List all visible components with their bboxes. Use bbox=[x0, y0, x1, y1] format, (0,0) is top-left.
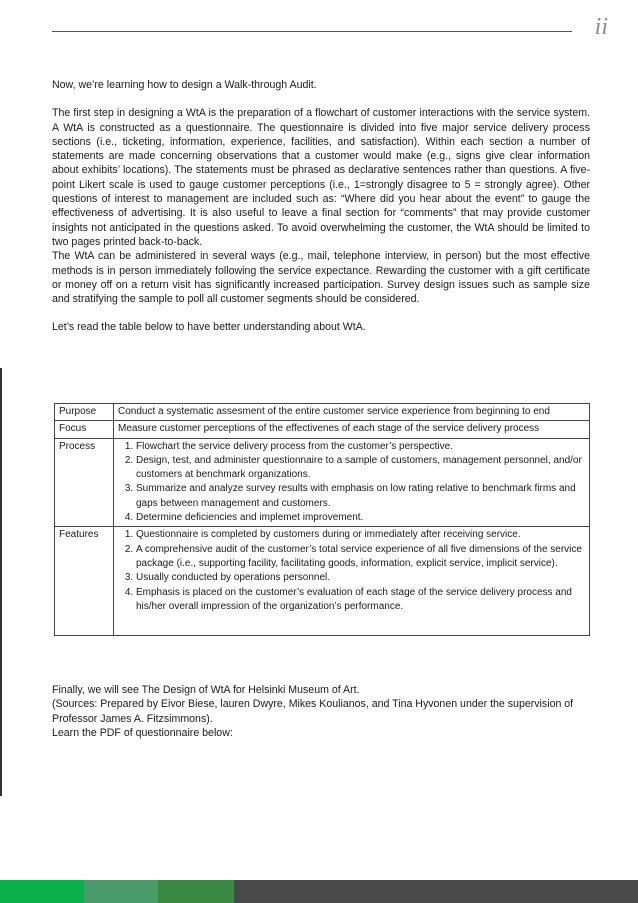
purpose-text: Conduct a systematic assesment of the entire customer service experience from beginning to end bbox=[114, 404, 590, 421]
body-text bbox=[52, 78, 590, 335]
list-item: 3. Usually conducted by operations personnel. bbox=[136, 571, 585, 585]
footer-bar-segment bbox=[0, 880, 84, 903]
features-cell bbox=[114, 527, 590, 636]
features-list bbox=[118, 528, 585, 614]
page-number: ii bbox=[594, 14, 608, 40]
header-rule bbox=[52, 31, 572, 32]
list-item: 2. A comprehensive audit of the customer’s total service experience of all five dimensions of the service package (i.e., supporting facility, facilitating goods, information, explicit service, implicit service). bbox=[136, 543, 585, 572]
footer-bar-segment bbox=[158, 880, 234, 903]
features-label: Features bbox=[55, 527, 114, 636]
footer-color-bar bbox=[0, 880, 638, 903]
paragraph-1: The first step in designing a WtA is the preparation of a flowchart of customer interactions with the service system. A WtA is constructed as a questionnaire. The questionnaire is divided into five major service delivery process sections (i.e., ticketing, information, experience, facilities, and satisfaction). Within each section a number of statements are made concerning observations that a customer would make (e.g., signs give clear information about exhibits’ locations). The statements must be phrased as declarative sentences rather than questions. A five-point Likert scale is used to gauge customer perceptions (i.e., 1=strongly disagree to 5 = strongly agree). Other questions of interest to management are included such as: “Where did you hear about the event” to gauge the effectiveness of advertising. It is also useful to leave a final section for “comments” that may provide customer insights not anticipated in the questions asked. To avoid overwhelming the customer, the WtA should be limited to two pages printed back-to-back. bbox=[52, 107, 590, 248]
list-item: 1. Flowchart the service delivery process from the customer’s perspective. bbox=[136, 440, 585, 454]
list-item: 1. Questionnaire is completed by customers during or immediately after receiving service. bbox=[136, 528, 585, 542]
closing-line-3: Learn the PDF of questionnaire below: bbox=[52, 726, 233, 739]
table-row-purpose bbox=[55, 404, 590, 421]
wta-table bbox=[54, 403, 590, 636]
list-item: 3. Summarize and analyze survey results with emphasis on low rating relative to benchmark firms and gaps between management and customers. bbox=[136, 482, 585, 511]
list-item: 2. Design, test, and administer questionnaire to a sample of customers, management personnel, and/or customers at benchmark organizations. bbox=[136, 454, 585, 483]
footer-bar-segment bbox=[234, 880, 638, 903]
table-row-features bbox=[55, 527, 590, 636]
closing-text bbox=[52, 683, 612, 740]
intro-line: Now, we’re learning how to design a Walk-through Audit. bbox=[52, 79, 317, 91]
focus-label: Focus bbox=[55, 421, 114, 438]
purpose-label: Purpose bbox=[55, 404, 114, 421]
table-row-process bbox=[55, 438, 590, 527]
process-cell bbox=[114, 438, 590, 527]
process-label: Process bbox=[55, 438, 114, 527]
process-list bbox=[118, 440, 585, 526]
closing-sources: (Sources: Prepared by Eivor Biese, lauren Dwyre, Mikes Koulianos, and Tina Hyvonen under the supervision of Professor James A. Fitzsimmons). bbox=[52, 698, 574, 725]
closing-line-1: Finally, we will see The Design of WtA for Helsinki Museum of Art. bbox=[52, 684, 360, 696]
list-item: 4. Determine deficiencies and implemet improvement. bbox=[136, 511, 585, 525]
table-intro: Let’s read the table below to have better understanding about WtA. bbox=[52, 321, 366, 334]
table-row-focus bbox=[55, 421, 590, 438]
list-item: 4. Emphasis is placed on the customer’s evaluation of each stage of the service delivery process and his/her overall impression of the organization’s performance. bbox=[136, 586, 585, 615]
footer-bar-segment bbox=[84, 880, 158, 903]
focus-text: Measure customer perceptions of the effectivenes of each stage of the service delivery process bbox=[114, 421, 590, 438]
paragraph-2: The WtA can be administered in several ways (e.g., mail, telephone interview, in person) but the most effective methods is in person immediately following the service expectance. Rewarding the customer with a gift certificate or money off on a return visit has significantly increased participation. Survey design issues such as sample size and stratifying the sample to poll all customer segments should be considered. bbox=[52, 250, 590, 306]
left-edge-line bbox=[0, 368, 2, 796]
